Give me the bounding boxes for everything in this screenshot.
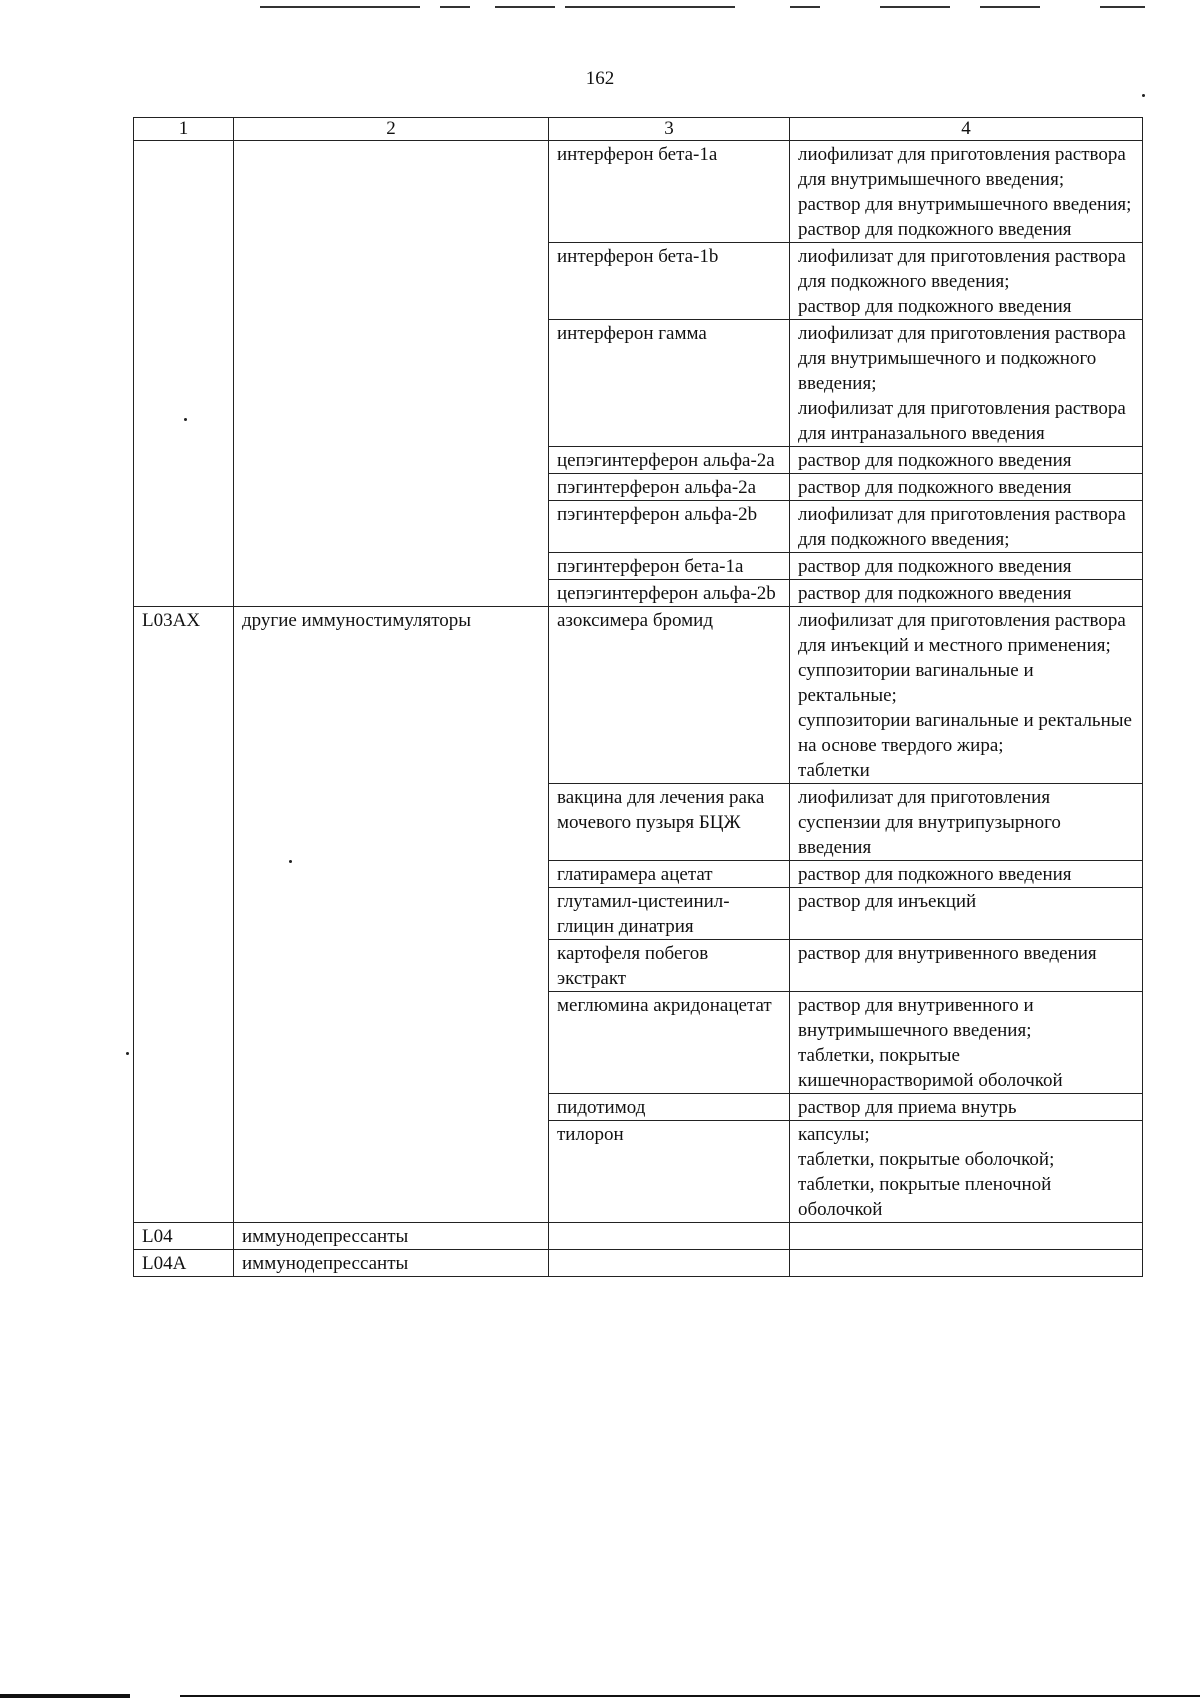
- group-name-cell: иммунодепрессанты: [234, 1250, 549, 1277]
- dosage-form: раствор для приема внутрь: [798, 1097, 1017, 1118]
- dosage-form: таблетки, покрытые кишечнорастворимой оболочкой: [798, 1045, 1063, 1091]
- dosage-form: лиофилизат для приготовления раствора для внутримышечного введения;: [798, 144, 1126, 190]
- table-row: [134, 141, 1143, 243]
- dosage-forms-cell: [790, 474, 1143, 501]
- dosage-form: лиофилизат для приготовления раствора для подкожного введения;: [798, 504, 1126, 550]
- group-name-cell: другие иммуностимуляторы: [234, 607, 549, 1223]
- dosage-form: суппозитории вагинальные и ректальные на основе твердого жира;: [798, 710, 1132, 756]
- dosage-form: лиофилизат для приготовления раствора для инъекций и местного применения;: [798, 610, 1126, 656]
- dosage-form: таблетки, покрытые оболочкой;: [798, 1149, 1055, 1170]
- drug-name-cell: азоксимера бромид: [549, 607, 790, 784]
- scan-line: [0, 1694, 130, 1698]
- atc-code-cell: [134, 141, 234, 607]
- scan-dot: [1142, 94, 1145, 97]
- header-cell: 2: [234, 118, 549, 141]
- dosage-form: раствор для подкожного введения: [798, 219, 1072, 240]
- scan-line: [880, 6, 950, 8]
- drug-name-cell: [549, 1223, 790, 1250]
- drug-name-cell: глутамил-цистеинил-глицин динатрия: [549, 888, 790, 940]
- dosage-form: раствор для подкожного введения: [798, 450, 1072, 471]
- dosage-forms-cell: [790, 141, 1143, 243]
- dosage-forms-cell: [790, 1121, 1143, 1223]
- scan-line: [980, 6, 1040, 8]
- scan-line: [1100, 6, 1145, 8]
- dosage-form: раствор для внутривенного введения: [798, 943, 1097, 964]
- drug-name-cell: пэгинтерферон альфа-2a: [549, 474, 790, 501]
- dosage-forms-cell: [790, 243, 1143, 320]
- dosage-form: раствор для подкожного введения: [798, 477, 1072, 498]
- table-row: [134, 1223, 1143, 1250]
- table-row: [134, 607, 1143, 784]
- dosage-form: лиофилизат для приготовления раствора для интраназального введения: [798, 398, 1126, 444]
- atc-code-cell: L04A: [134, 1250, 234, 1277]
- drug-name-cell: меглюмина акридонацетат: [549, 992, 790, 1094]
- dosage-forms-cell: [790, 888, 1143, 940]
- dosage-forms-cell: [790, 1223, 1143, 1250]
- drug-table: [133, 117, 1143, 1277]
- drug-name-cell: пэгинтерферон бета-1a: [549, 553, 790, 580]
- scan-line: [440, 6, 470, 8]
- drug-name-cell: глатирамера ацетат: [549, 861, 790, 888]
- drug-name-cell: пидотимод: [549, 1094, 790, 1121]
- dosage-forms-cell: [790, 784, 1143, 861]
- group-name-cell: иммунодепрессанты: [234, 1223, 549, 1250]
- header-cell: 4: [790, 118, 1143, 141]
- page-number: 162: [585, 68, 615, 89]
- scan-line: [565, 6, 735, 8]
- drug-name-cell: пэгинтерферон альфа-2b: [549, 501, 790, 553]
- drug-name-cell: интерферон гамма: [549, 320, 790, 447]
- scan-line: [495, 6, 555, 8]
- header-cell: 3: [549, 118, 790, 141]
- dosage-form: раствор для подкожного введения: [798, 556, 1072, 577]
- dosage-form: суппозитории вагинальные и ректальные;: [798, 660, 1034, 706]
- dosage-form: лиофилизат для приготовления раствора для внутримышечного и подкожного введения;: [798, 323, 1126, 394]
- drug-name-cell: цепэгинтерферон альфа-2b: [549, 580, 790, 607]
- dosage-forms-cell: [790, 607, 1143, 784]
- atc-code-cell: L04: [134, 1223, 234, 1250]
- dosage-form: таблетки, покрытые пленочной оболочкой: [798, 1174, 1052, 1220]
- dosage-form: лиофилизат для приготовления раствора для подкожного введения;: [798, 246, 1126, 292]
- group-name-cell: [234, 141, 549, 607]
- table-header-row: [134, 118, 1143, 141]
- dosage-forms-cell: [790, 861, 1143, 888]
- dosage-form: таблетки: [798, 760, 870, 781]
- dosage-form: раствор для подкожного введения: [798, 296, 1072, 317]
- dosage-forms-cell: [790, 447, 1143, 474]
- dosage-form: капсулы;: [798, 1124, 870, 1145]
- dosage-form: раствор для внутримышечного введения;: [798, 194, 1132, 215]
- drug-name-cell: интерферон бета-1b: [549, 243, 790, 320]
- dosage-form: раствор для инъекций: [798, 891, 977, 912]
- drug-name-cell: тилорон: [549, 1121, 790, 1223]
- dosage-forms-cell: [790, 940, 1143, 992]
- table-row: [134, 1250, 1143, 1277]
- atc-code-cell: L03AX: [134, 607, 234, 1223]
- dosage-form: раствор для внутривенного и внутримышечного введения;: [798, 995, 1034, 1041]
- drug-name-cell: картофеля побегов экстракт: [549, 940, 790, 992]
- dosage-forms-cell: [790, 1250, 1143, 1277]
- drug-name-cell: вакцина для лечения рака мочевого пузыря БЦЖ: [549, 784, 790, 861]
- header-cell: 1: [134, 118, 234, 141]
- dosage-forms-cell: [790, 1094, 1143, 1121]
- dosage-forms-cell: [790, 501, 1143, 553]
- dosage-form: лиофилизат для приготовления суспензии для внутрипузырного введения: [798, 787, 1061, 858]
- dosage-forms-cell: [790, 580, 1143, 607]
- dosage-form: раствор для подкожного введения: [798, 864, 1072, 885]
- drug-name-cell: интерферон бета-1a: [549, 141, 790, 243]
- dosage-forms-cell: [790, 553, 1143, 580]
- scan-line: [790, 6, 820, 8]
- scan-line: [180, 1695, 1200, 1697]
- dosage-forms-cell: [790, 992, 1143, 1094]
- drug-name-cell: цепэгинтерферон альфа-2a: [549, 447, 790, 474]
- scan-dot: [126, 1052, 129, 1055]
- dosage-forms-cell: [790, 320, 1143, 447]
- drug-name-cell: [549, 1250, 790, 1277]
- dosage-form: раствор для подкожного введения: [798, 583, 1072, 604]
- scan-line: [260, 6, 420, 8]
